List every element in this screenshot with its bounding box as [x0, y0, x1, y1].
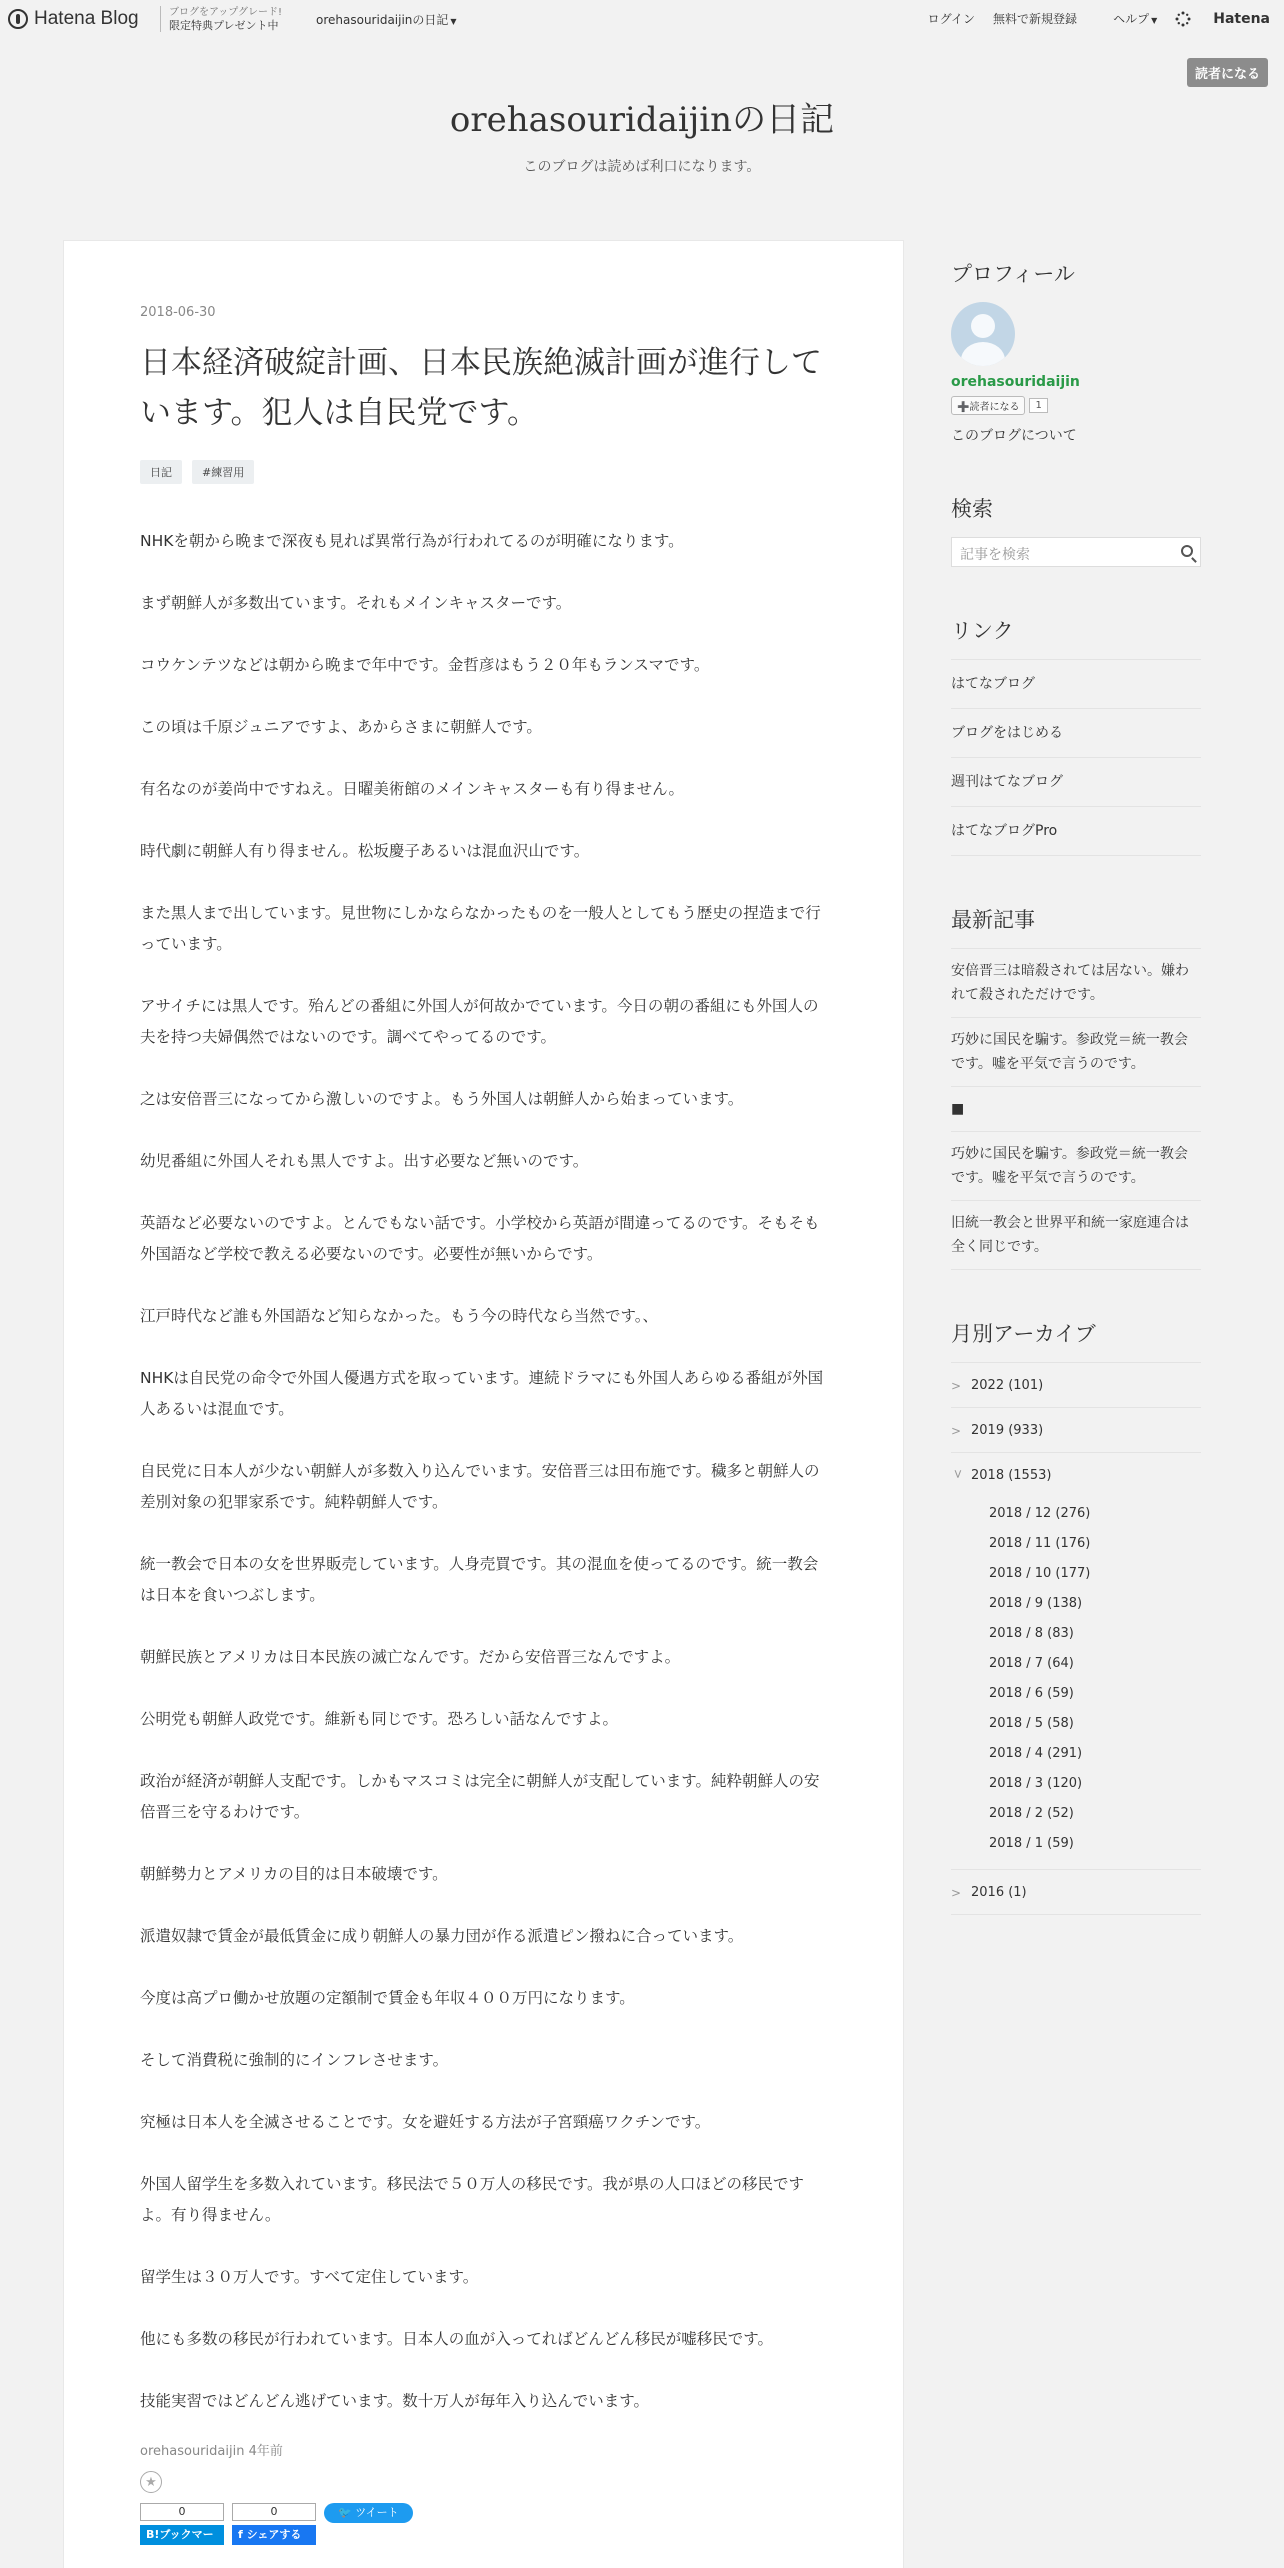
link-item[interactable]: 週刊はてなブログ: [951, 757, 1201, 806]
entry-paragraph: この頃は千原ジュニアですよ、あからさまに朝鮮人です。: [140, 718, 542, 736]
chevron-right-icon: >: [951, 1885, 962, 1900]
entry-paragraph: 派遣奴隷で賃金が最低賃金に成り朝鮮人の暴力団が作る派遣ピン撥ねに合っています。: [140, 1927, 744, 1945]
promo-line-2: 限定特典プレゼント中: [169, 19, 279, 32]
archive-year-label: 2018 (1553): [971, 1468, 1052, 1483]
entry-paragraph: 公明党も朝鮮人政党です。維新も同じです。恐ろしい話なんですよ。: [140, 1710, 619, 1728]
reader-subscribe-button[interactable]: [951, 396, 1025, 415]
entry-title[interactable]: 日本経済破綻計画、日本民族絶滅計画が進行しています。犯人は自民党です。: [140, 345, 822, 431]
bookmark-button[interactable]: B!ブックマーク: [140, 2525, 224, 2545]
global-nav: [910, 10, 1270, 27]
share-buttons: [140, 2503, 830, 2561]
search-module: [951, 493, 1201, 567]
caret-down-icon: ▼: [450, 17, 457, 26]
article: [140, 305, 830, 2561]
entry-paragraph: 之は安倍晋三になってから激しいのですよ。もう外国人は朝鮮人から始まっています。: [140, 1090, 744, 1108]
promo-line-1: ブログをアップグレード!: [169, 7, 283, 18]
twitter-bird-icon: 🐦: [338, 2506, 356, 2519]
category-list: [140, 460, 830, 484]
archive-month-link[interactable]: 2018 / 1 (59): [989, 1836, 1074, 1851]
facebook-share-button[interactable]: f シェアする: [232, 2525, 316, 2545]
entry-paragraph: NHKは自民党の命令で外国人優遇方式を取っています。連続ドラマにも外国人あらゆる番組が外国人あるいは混血です。: [140, 1369, 824, 1418]
reader-count[interactable]: 1: [1029, 398, 1047, 413]
entry-paragraph: 究極は日本人を全滅させることです。女を避妊する方法が子宮頸癌ワクチンです。: [140, 2113, 711, 2131]
link-item[interactable]: ブログをはじめる: [951, 708, 1201, 757]
reader-button-label: 読者になる: [969, 402, 1020, 413]
archive-year-label: 2019 (933): [971, 1423, 1044, 1438]
entry-paragraph: そして消費税に強制的にインフレさせます。: [140, 2051, 449, 2069]
archive-month-link[interactable]: 2018 / 11 (176): [989, 1536, 1091, 1551]
entry-paragraph: 技能実習ではどんどん逃げています。数十万人が毎年入り込んでいます。: [140, 2392, 650, 2410]
avatar-head: [971, 314, 995, 338]
entry-paragraph: 政治が経済が朝鮮人支配です。しかもマスコミは完全に朝鮮人が支配しています。純粋朝鮮人の安倍晋三を守るわけです。: [140, 1772, 820, 1821]
help-label: ヘルプ: [1113, 12, 1150, 26]
entry-paragraph: 時代劇に朝鮮人有り得ません。松坂慶子あるいは混血沢山です。: [140, 842, 590, 860]
main-content: [63, 240, 904, 2568]
chevron-down-icon: >: [951, 1468, 965, 1479]
blog-description: このブログは読めば利口になります。: [523, 159, 761, 175]
archive-month-link[interactable]: 2018 / 4 (291): [989, 1746, 1083, 1761]
entry-paragraph: アサイチには黒人です。殆んどの番組に外国人が何故かでています。今日の朝の番組にも外国人の夫を持つ夫婦偶然ではないのです。調べてやってるのです。: [140, 997, 819, 1046]
recent-entry[interactable]: 旧統一教会と世界平和統一家庭連合は全く同じです。: [951, 1200, 1201, 1270]
recent-entry[interactable]: 巧妙に国民を騙す。参政党＝統一教会です。嘘を平気で言うのです。: [951, 1131, 1201, 1200]
reader-row: [951, 396, 1201, 415]
links-title: リンク: [951, 619, 1014, 643]
entry-body: [140, 526, 830, 2417]
hatena-brand-label: Hatena: [1213, 10, 1270, 27]
entry-paragraph: 有名なのが姜尚中ですねえ。日曜美術館のメインキャスターも有り得ません。: [140, 780, 685, 798]
entry-paragraph: 今度は高プロ働かせ放題の定額制で賃金も年収４００万円になります。: [140, 1989, 635, 2007]
archive-month-link[interactable]: 2018 / 10 (177): [989, 1566, 1091, 1581]
tweet-button[interactable]: [324, 2503, 413, 2523]
entry-paragraph: 統一教会で日本の女を世界販売しています。人身売買です。其の混血を使ってるのです。統一教会は日本を食いつぶします。: [140, 1555, 819, 1604]
archive-month-link[interactable]: 2018 / 12 (276): [989, 1506, 1091, 1521]
chevron-right-icon: >: [951, 1423, 962, 1438]
entry-paragraph: 他にも多数の移民が行われています。日本人の血が入ってればどんどん移民が嘘移民です。: [140, 2330, 774, 2348]
avatar-body: [961, 342, 1005, 366]
plus-icon: ➕: [957, 402, 970, 413]
hatena-logo-icon: [8, 9, 28, 29]
chevron-right-icon: >: [951, 1378, 962, 1393]
blog-title[interactable]: orehasouridaijinの日記: [449, 100, 835, 140]
archive-month-link[interactable]: 2018 / 6 (59): [989, 1686, 1074, 1701]
entry-paragraph: 朝鮮勢力とアメリカの目的は日本破壊です。: [140, 1865, 448, 1883]
recent-entry[interactable]: 巧妙に国民を騙す。参政党＝統一教会です。嘘を平気で言うのです。: [951, 1017, 1201, 1086]
tweet-label: ツイート: [355, 2506, 399, 2519]
search-title: 検索: [951, 497, 993, 521]
archive-title: 月別アーカイブ: [951, 1322, 1096, 1346]
archive-year-label: 2016 (1): [971, 1885, 1027, 1900]
hatena-dots-icon: [1175, 11, 1191, 27]
recent-entry[interactable]: ■: [951, 1086, 1201, 1131]
recent-entries-module: [951, 904, 1201, 1270]
archive-month-link[interactable]: 2018 / 9 (138): [989, 1596, 1083, 1611]
bookmark-share[interactable]: [140, 2503, 224, 2561]
archive-year[interactable]: [951, 1869, 1201, 1914]
link-item[interactable]: はてなブログPro: [951, 806, 1201, 856]
search-placeholder: 記事を検索: [960, 547, 1030, 563]
signup-link[interactable]: 無料で新規登録: [993, 12, 1078, 26]
global-header: [0, 0, 1284, 38]
entry-date[interactable]: 2018-06-30: [140, 305, 216, 320]
profile-name[interactable]: orehasouridaijin: [951, 374, 1080, 390]
bookmark-count: 0: [140, 2503, 224, 2521]
login-link[interactable]: ログイン: [927, 12, 976, 26]
avatar[interactable]: [951, 302, 1015, 366]
entry-paragraph: 幼児番組に外国人それも黒人ですよ。出す必要など無いのです。: [140, 1152, 589, 1170]
category-tag[interactable]: 日記: [140, 460, 182, 484]
hatena-brand-menu[interactable]: [1175, 11, 1270, 27]
archive-year[interactable]: [951, 1407, 1201, 1452]
entry-paragraph: 英語など必要ないのですよ。とんでもない話です。小学校から英語が間違ってるのです。そもそも外国語など学校で教える必要ないのです。必要性が無いからです。: [140, 1214, 820, 1263]
entry-paragraph: 江戸時代など誰も外国語など知らなかった。もう今の時代なら当然です。、: [140, 1307, 659, 1325]
hatena-blog-logo[interactable]: [8, 8, 139, 30]
category-tag[interactable]: #練習用: [192, 460, 254, 484]
logo-text: Hatena Blog: [34, 8, 139, 29]
archive-year-label: 2022 (101): [971, 1378, 1044, 1393]
entry-paragraph: 留学生は３０万人です。すべて定住しています。: [140, 2268, 479, 2286]
blog-menu-dropdown[interactable]: [316, 11, 457, 28]
entry-footer-author[interactable]: orehasouridaijin 4年前: [140, 2444, 283, 2459]
upgrade-promo[interactable]: [160, 6, 282, 32]
help-menu[interactable]: [1095, 10, 1157, 27]
recent-entry[interactable]: 安倍晋三は暗殺されては居ない。嫌われて殺されただけです。: [951, 948, 1201, 1017]
profile-title: プロフィール: [951, 262, 1075, 286]
search-input[interactable]: [951, 537, 1201, 567]
archive-month-link[interactable]: 2018 / 8 (83): [989, 1626, 1074, 1641]
subscribe-button[interactable]: 読者になる: [1187, 58, 1268, 87]
blog-menu-label: orehasouridaijinの日記: [316, 13, 449, 27]
entry-paragraph: また黒人まで出しています。見世物にしかならなかったものを一般人としてもう歴史の捏造まで行っています。: [140, 904, 821, 953]
entry-paragraph: まず朝鮮人が多数出ています。それもメインキャスターです。: [140, 594, 572, 612]
add-star-icon[interactable]: ★: [140, 2471, 162, 2493]
recent-title: 最新記事: [951, 908, 1035, 932]
archive-month-list: [951, 1497, 1201, 1869]
entry-paragraph: 自民党に日本人が少ない朝鮮人が多数入り込んでいます。安倍晋三は田布施です。穢多と朝鮮人の差別対象の犯罪家系です。純粋朝鮮人です。: [140, 1462, 820, 1511]
archive-year[interactable]: [951, 1362, 1201, 1407]
entry-paragraph: 朝鮮民族とアメリカは日本民族の滅亡なんです。だから安倍晋三なんですよ。: [140, 1648, 681, 1666]
entry-paragraph: 外国人留学生を多数入れています。移民法で５０万人の移民です。我が県の人口ほどの移民ですよ。有り得ません。: [140, 2175, 805, 2224]
entry-paragraph: NHKを朝から晩まで深夜も見れば異常行為が行われてるのが明確になります。: [140, 532, 684, 550]
archive-month-link[interactable]: 2018 / 5 (58): [989, 1716, 1074, 1731]
search-icon[interactable]: [1181, 545, 1193, 557]
about-link[interactable]: このブログについて: [951, 428, 1077, 444]
archive-divider: [951, 1914, 1201, 1915]
facebook-share[interactable]: [232, 2503, 316, 2545]
facebook-count: 0: [232, 2503, 316, 2521]
sidebar: [951, 258, 1201, 1915]
archive-module: [951, 1318, 1201, 1915]
links-module: [951, 615, 1201, 856]
profile-module: [951, 258, 1201, 445]
archive-month-link[interactable]: 2018 / 2 (52): [989, 1806, 1074, 1821]
link-item[interactable]: はてなブログ: [951, 659, 1201, 708]
archive-month-link[interactable]: 2018 / 3 (120): [989, 1776, 1083, 1791]
archive-year-expanded[interactable]: [951, 1452, 1201, 1497]
archive-month-link[interactable]: 2018 / 7 (64): [989, 1656, 1074, 1671]
caret-down-icon: ▼: [1151, 16, 1158, 25]
entry-paragraph: コウケンテツなどは朝から晩まで年中です。金哲彦はもう２０年もランスマです。: [140, 656, 710, 674]
